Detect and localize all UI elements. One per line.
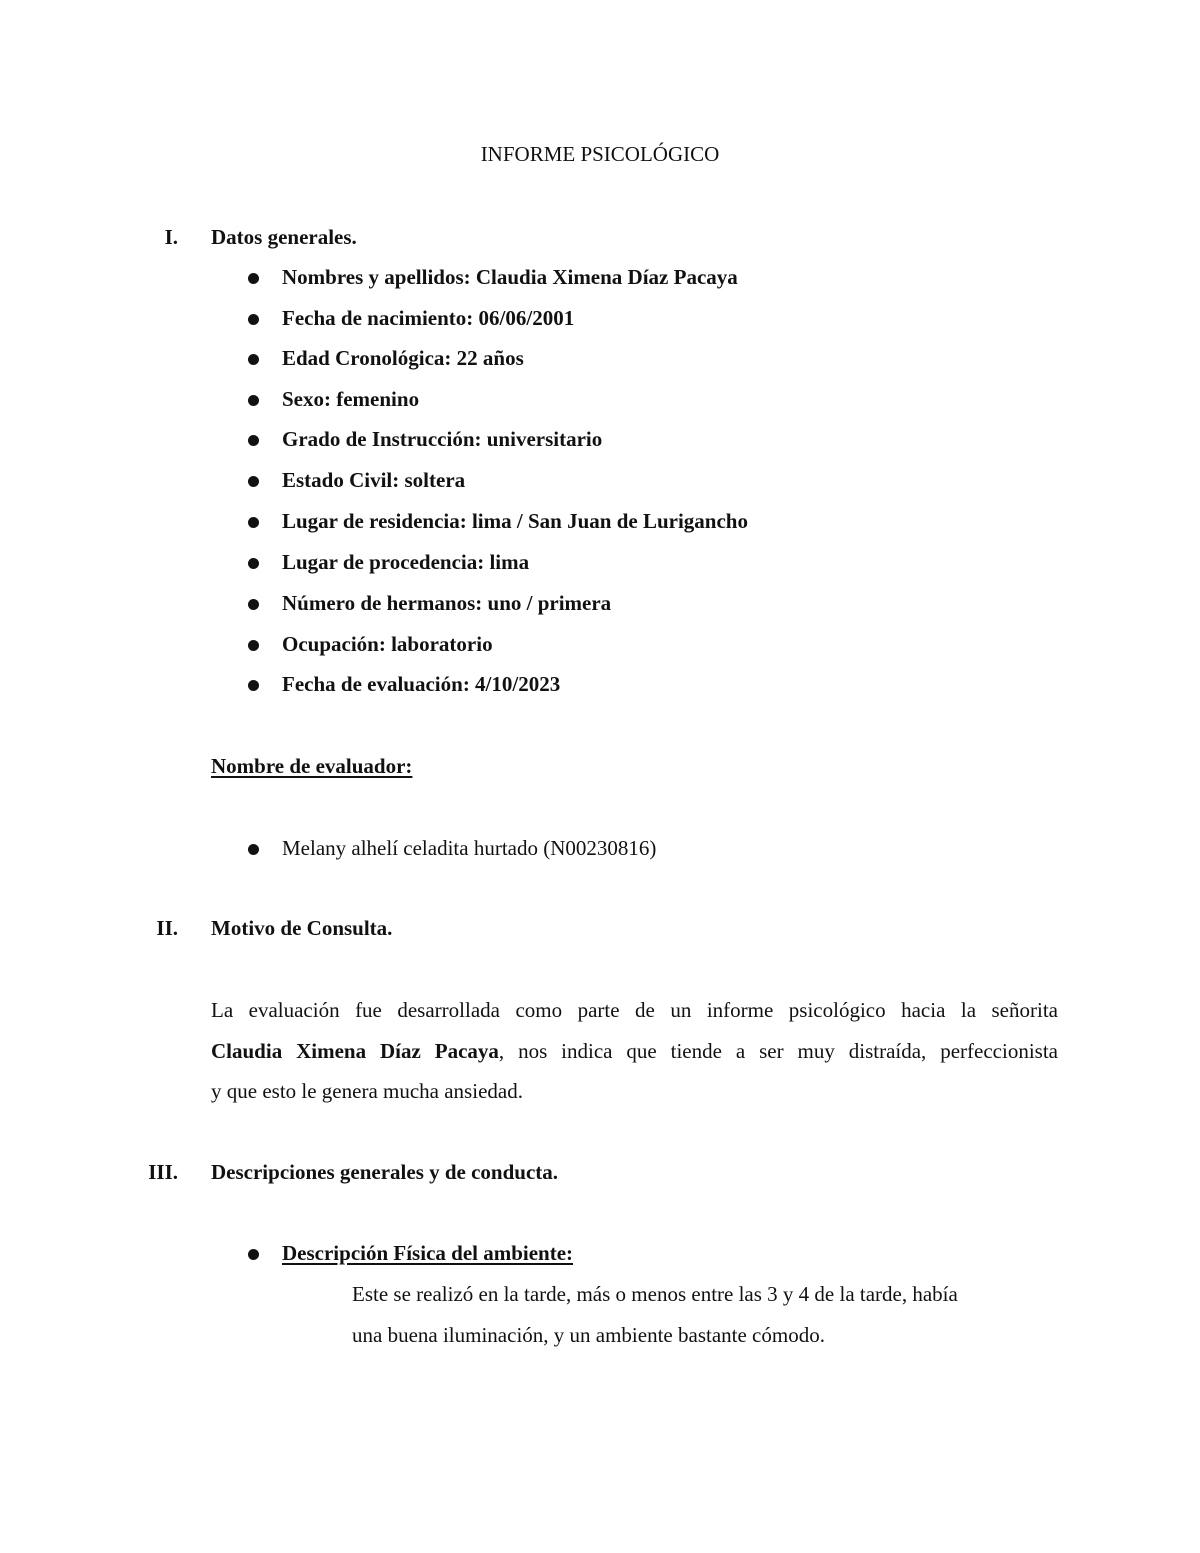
list-item: Lugar de residencia: lima / San Juan de Lurigancho [282, 509, 748, 533]
bullet-icon [248, 314, 259, 325]
consultation-paragraph [211, 990, 1058, 1112]
list-item: Fecha de nacimiento: 06/06/2001 [282, 306, 575, 330]
list-item: Edad Cronológica: 22 años [282, 346, 524, 370]
list-item: Número de hermanos: uno / primera [282, 591, 612, 615]
evaluator-name: Melany alhelí celadita hurtado (N00230816) [282, 836, 657, 860]
bullet-icon [248, 273, 259, 284]
list-item: Grado de Instrucción: universitario [282, 427, 603, 451]
list-item: Ocupación: laboratorio [282, 632, 493, 656]
bullet-icon [248, 476, 259, 487]
patient-name: Claudia Ximena Díaz Pacaya [211, 1038, 499, 1063]
section-2-number: II. [156, 916, 178, 940]
bullet-icon [248, 558, 259, 569]
bullet-icon [248, 517, 259, 528]
section-3-number: III. [148, 1160, 178, 1184]
list-item: Estado Civil: soltera [282, 468, 466, 492]
list-item: Sexo: femenino [282, 387, 420, 411]
bullet-icon [248, 1249, 259, 1260]
bullet-icon [248, 435, 259, 446]
list-item: Fecha de evaluación: 4/10/2023 [282, 672, 561, 696]
environment-description [352, 1274, 1072, 1356]
paragraph-text: , nos indica que tiende a ser muy distraída, perfeccionista [498, 1038, 1058, 1063]
section-2-heading: Motivo de Consulta. [211, 916, 393, 940]
section-1-heading: Datos generales. [211, 225, 357, 249]
bullet-icon [248, 395, 259, 406]
paragraph-line: La evaluación fue desarrollada como parte de un informe psicológico hacia la señorita [211, 998, 1058, 1022]
section-1-number: I. [164, 225, 178, 249]
bullet-icon [248, 680, 259, 691]
bullet-icon [248, 640, 259, 651]
paragraph-line: y que esto le genera mucha ansiedad. [211, 1079, 523, 1103]
bullet-icon [248, 354, 259, 365]
list-item: Nombres y apellidos: Claudia Ximena Díaz Pacaya [282, 265, 738, 289]
environment-subheading: Descripción Física del ambiente: [282, 1241, 574, 1265]
evaluator-label: Nombre de evaluador: [211, 754, 413, 778]
section-3-heading: Descripciones generales y de conducta. [211, 1160, 559, 1184]
paragraph-line: una buena iluminación, y un ambiente bastante cómodo. [352, 1323, 825, 1347]
paragraph-line [211, 1031, 1058, 1072]
list-item: Lugar de procedencia: lima [282, 550, 530, 574]
bullet-icon [248, 599, 259, 610]
paragraph-line: Este se realizó en la tarde, más o menos entre las 3 y 4 de la tarde, había [352, 1282, 958, 1306]
document-title: INFORME PSICOLÓGICO [480, 142, 720, 166]
bullet-icon [248, 844, 259, 855]
